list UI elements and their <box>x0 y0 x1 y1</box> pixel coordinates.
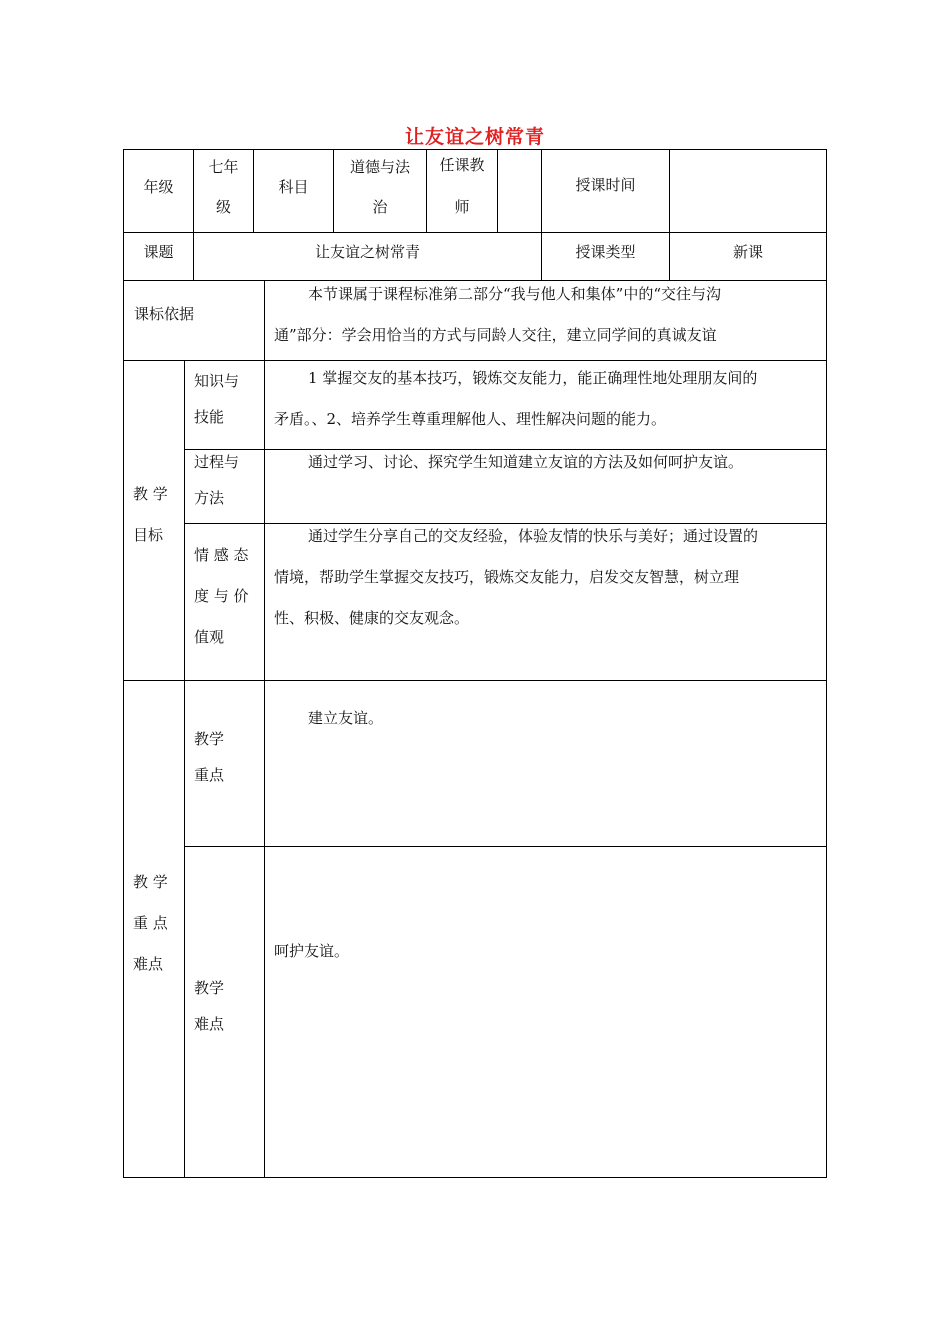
emotion-label-line2: 度 与 价 <box>194 587 249 605</box>
standard-text-line1: 本节课属于课程标准第二部分“我与他人和集体”中的“交往与沟 <box>308 285 722 303</box>
column-divider <box>184 360 185 1178</box>
row-divider <box>184 846 827 847</box>
teacher-label-line2: 师 <box>454 198 470 216</box>
row-divider <box>123 680 827 681</box>
standard-label: 课标依据 <box>134 305 195 323</box>
process-label-line1: 过程与 <box>194 453 240 471</box>
teacher-label-line1: 任课教 <box>439 156 485 174</box>
knowledge-text-line1: 1 掌握交友的基本技巧，锻炼交友能力，能正确理性地处理朋友间的 <box>308 369 758 387</box>
grade-value-line1: 七年 <box>208 158 239 176</box>
keypoints-label-line3: 难点 <box>133 955 164 973</box>
keypoints-label-line1: 教 学 <box>133 873 168 891</box>
process-label-line2: 方法 <box>194 489 225 507</box>
knowledge-label-line1: 知识与 <box>194 372 240 390</box>
emotion-label-line1: 情 感 态 <box>194 546 249 564</box>
difficulty-label-line1: 教学 <box>194 979 225 997</box>
subject-value-line2: 治 <box>372 198 388 216</box>
knowledge-label-line2: 技能 <box>194 408 225 426</box>
subject-value-line1: 道德与法 <box>349 158 410 176</box>
column-divider <box>264 280 265 1178</box>
table-border-right <box>826 149 827 1178</box>
focus-label-line1: 教学 <box>194 730 225 748</box>
knowledge-text-line2: 矛盾。、2、培养学生尊重理解他人、理性解决问题的能力。 <box>274 410 667 428</box>
process-text: 通过学习、讨论、探究学生知道建立友谊的方法及如何呵护友谊。 <box>308 453 744 471</box>
topic-value: 让友谊之树常青 <box>314 243 420 261</box>
grade-label: 年级 <box>143 178 174 196</box>
topic-label: 课题 <box>143 243 174 261</box>
column-divider <box>497 149 498 233</box>
lesson-type-label: 授课类型 <box>575 243 636 261</box>
focus-text: 建立友谊。 <box>308 709 384 727</box>
subject-label: 科目 <box>278 178 309 196</box>
lesson-type-value: 新课 <box>732 243 763 261</box>
difficulty-text: 呵护友谊。 <box>274 942 350 960</box>
standard-text-line2: 通”部分：学会用恰当的方式与同龄人交往，建立同学间的真诚友谊 <box>274 326 717 344</box>
table-border-bottom <box>123 1177 827 1178</box>
objectives-label-line2: 目标 <box>133 526 164 544</box>
time-label: 授课时间 <box>575 176 636 194</box>
grade-value-line2: 级 <box>215 198 231 216</box>
objectives-label-line1: 教 学 <box>133 485 168 503</box>
emotion-text-line1: 通过学生分享自己的交友经验，体验友情的快乐与美好；通过设置的 <box>308 527 759 545</box>
document-title: 让友谊之树常青 <box>404 126 545 148</box>
focus-label-line2: 重点 <box>194 766 225 784</box>
emotion-label-line3: 值观 <box>194 628 225 646</box>
difficulty-label-line2: 难点 <box>194 1015 225 1033</box>
emotion-text-line2: 情境，帮助学生掌握交友技巧，锻炼交友能力，启发交友智慧，树立理 <box>274 568 740 586</box>
keypoints-label-line2: 重 点 <box>133 914 168 932</box>
emotion-text-line3: 性、积极、健康的交友观念。 <box>274 609 470 627</box>
table-border-left <box>123 149 124 1178</box>
